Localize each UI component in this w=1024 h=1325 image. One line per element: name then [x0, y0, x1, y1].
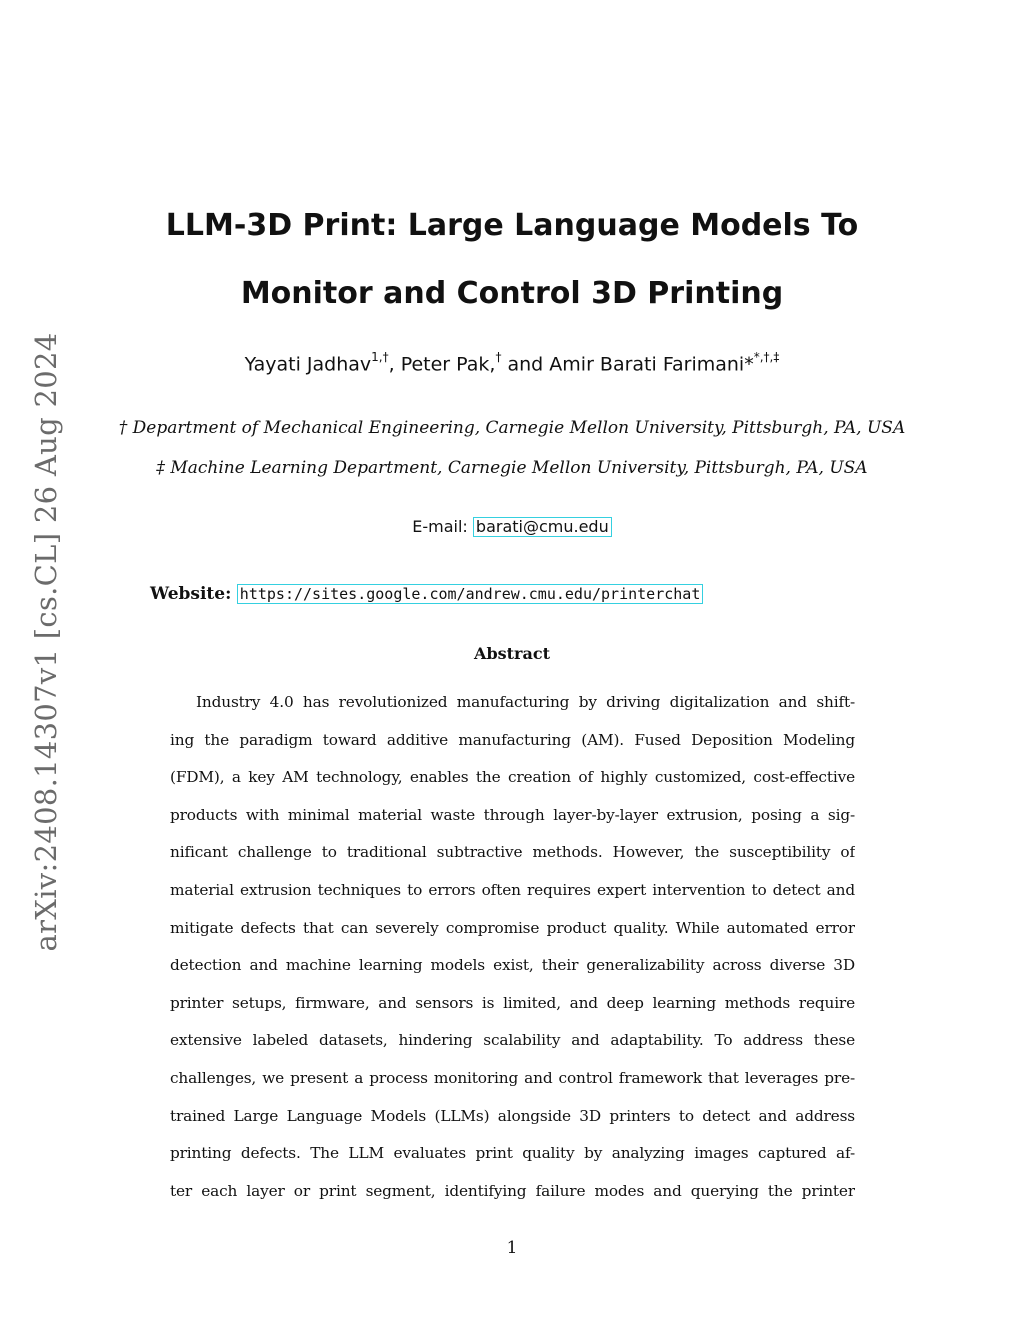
author-list [0, 352, 1024, 375]
abstract-line: challenges, we present a process monitoring and control framework that leverages pre- [170, 1068, 855, 1087]
title-line-1: LLM-3D Print: Large Language Models To [165, 208, 859, 243]
abstract-line: ter each layer or print segment, identifying failure modes and querying the printer [170, 1181, 855, 1200]
author-separator: , [388, 353, 401, 376]
email-link[interactable]: barati@cmu.edu [473, 517, 612, 537]
title-line-2: Monitor and Control 3D Printing [240, 276, 784, 311]
author-affiliation-mark: 1,† [371, 350, 389, 364]
abstract-line: ing the paradigm toward additive manufacturing (AM). Fused Deposition Modeling [170, 730, 855, 749]
affiliation-machine-learning: ‡ Machine Learning Department, Carnegie Mellon University, Pittsburgh, PA, USA [156, 458, 868, 478]
website-link[interactable]: https://sites.google.com/andrew.cmu.edu/printerchat [237, 584, 704, 604]
abstract-line: (FDM), a key AM technology, enables the creation of highly customized, cost-effective [170, 768, 855, 787]
abstract-line: printing defects. The LLM evaluates print quality by analyzing images captured af- [170, 1144, 855, 1163]
abstract-line: material extrusion techniques to errors often requires expert intervention to detect and [170, 880, 855, 899]
contact-email [0, 517, 1024, 537]
author-affiliation-mark: *,†,‡ [753, 350, 780, 364]
abstract-heading: Abstract [474, 644, 550, 663]
arxiv-identifier-stamp: arXiv:2408.14307v1 [cs.CL] 26 Aug 2024 [29, 332, 63, 952]
author-name: Amir Barati Farimani* [549, 353, 754, 376]
author-affiliation-mark: † [495, 350, 502, 364]
affiliation-mechanical-engineering: † Department of Mechanical Engineering, Carnegie Mellon University, Pittsburgh, PA, USA [118, 418, 906, 438]
abstract-text [170, 684, 855, 1210]
email-label: E-mail: [412, 517, 473, 536]
author-name: Yayati Jadhav [244, 353, 372, 376]
project-website [150, 584, 703, 604]
page-number: 1 [506, 1238, 518, 1258]
abstract-line: detection and machine learning models exist, their generalizability across diverse 3D [170, 956, 855, 975]
abstract-line: printer setups, firmware, and sensors is limited, and deep learning methods require [170, 993, 855, 1012]
abstract-line: trained Large Language Models (LLMs) alongside 3D printers to detect and address [170, 1106, 855, 1125]
abstract-line: Industry 4.0 has revolutionized manufacturing by driving digitalization and shift- [196, 693, 855, 711]
paper-title [0, 192, 1024, 328]
author-separator: and [501, 353, 550, 376]
abstract-line: products with minimal material waste through layer-by-layer extrusion, posing a sig- [170, 805, 855, 824]
abstract-line: mitigate defects that can severely compromise product quality. While automated error [170, 918, 855, 937]
website-label: Website: [150, 584, 232, 604]
author-name: Peter Pak, [400, 353, 496, 376]
abstract-line: extensive labeled datasets, hindering scalability and adaptability. To address these [170, 1031, 855, 1050]
abstract-line: nificant challenge to traditional subtractive methods. However, the susceptibility of [170, 843, 855, 862]
